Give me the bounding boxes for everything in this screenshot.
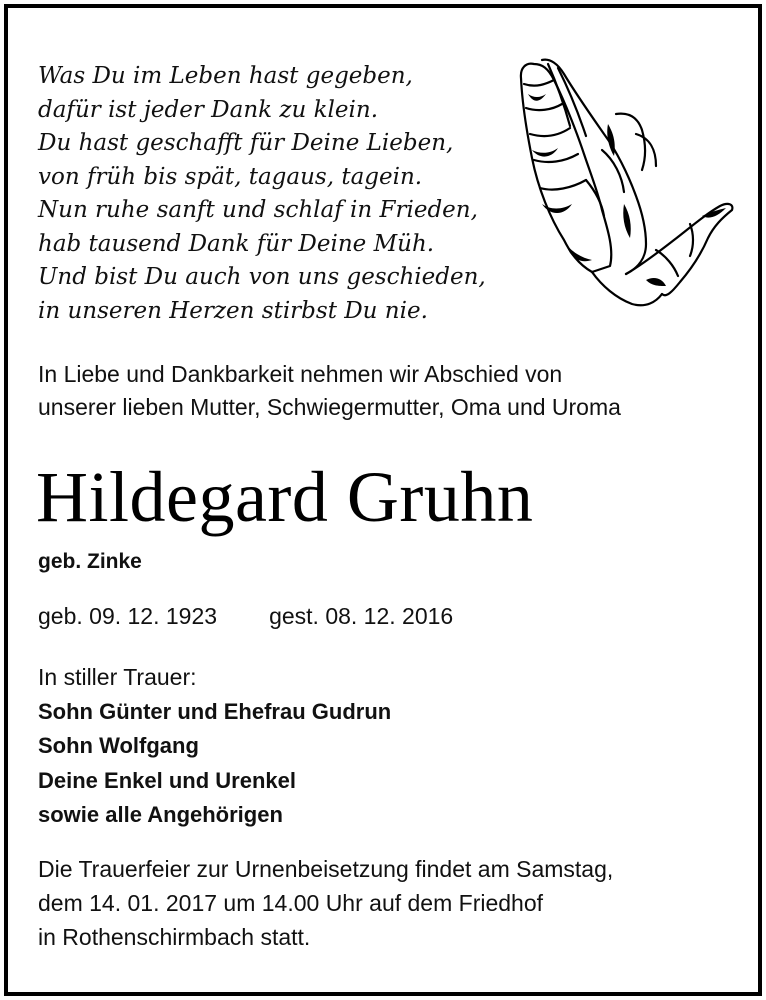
poem-line: Du hast geschafft für Deine Lieben,	[38, 130, 454, 156]
poem-line: von früh bis spät, tagaus, tagein.	[38, 163, 423, 190]
mourners-heading: In stiller Trauer:	[38, 664, 197, 690]
memorial-poem	[38, 60, 486, 328]
poem-line: hab tausend Dank für Deine Müh.	[38, 230, 435, 257]
poem-line: in unseren Herzen stirbst Du nie.	[38, 297, 428, 324]
intro-line: unserer lieben Mutter, Schwiegermutter, Oma und Uroma	[38, 394, 621, 420]
intro-line: In Liebe und Dankbarkeit nehmen wir Abschied von	[38, 361, 563, 387]
mourners-list	[38, 695, 391, 833]
mourners-section	[38, 660, 391, 833]
obituary-notice	[4, 4, 762, 996]
mourner-entry: Sohn Wolfgang	[38, 733, 199, 758]
ceremony-line: in Rothenschirmbach statt.	[38, 924, 311, 950]
poem-line: Was Du im Leben hast gegeben,	[38, 63, 413, 89]
ceremony-info	[38, 852, 613, 954]
poem-line: Und bist Du auch von uns geschieden,	[38, 264, 486, 290]
praying-hands-icon	[506, 54, 738, 308]
ceremony-line: dem 14. 01. 2017 um 14.00 Uhr auf dem Friedhof	[38, 890, 544, 916]
ceremony-line: Die Trauerfeier zur Urnenbeisetzung findet am Samstag,	[38, 856, 614, 882]
poem-line: dafür ist jeder Dank zu klein.	[38, 96, 379, 123]
intro-text	[38, 358, 621, 424]
deceased-name: Hildegard Gruhn	[36, 457, 534, 537]
life-dates	[38, 600, 453, 632]
mourner-entry: Sohn Günter und Ehefrau Gudrun	[38, 698, 392, 724]
maiden-name: geb. Zinke	[38, 550, 142, 573]
mourner-entry: Deine Enkel und Urenkel	[38, 767, 296, 793]
mourner-entry: sowie alle Angehörigen	[38, 802, 283, 827]
birth-date: geb. 09. 12. 1923	[38, 603, 218, 629]
poem-line: Nun ruhe sanft und schlaf in Frieden,	[38, 197, 478, 223]
death-date: gest. 08. 12. 2016	[269, 603, 454, 629]
